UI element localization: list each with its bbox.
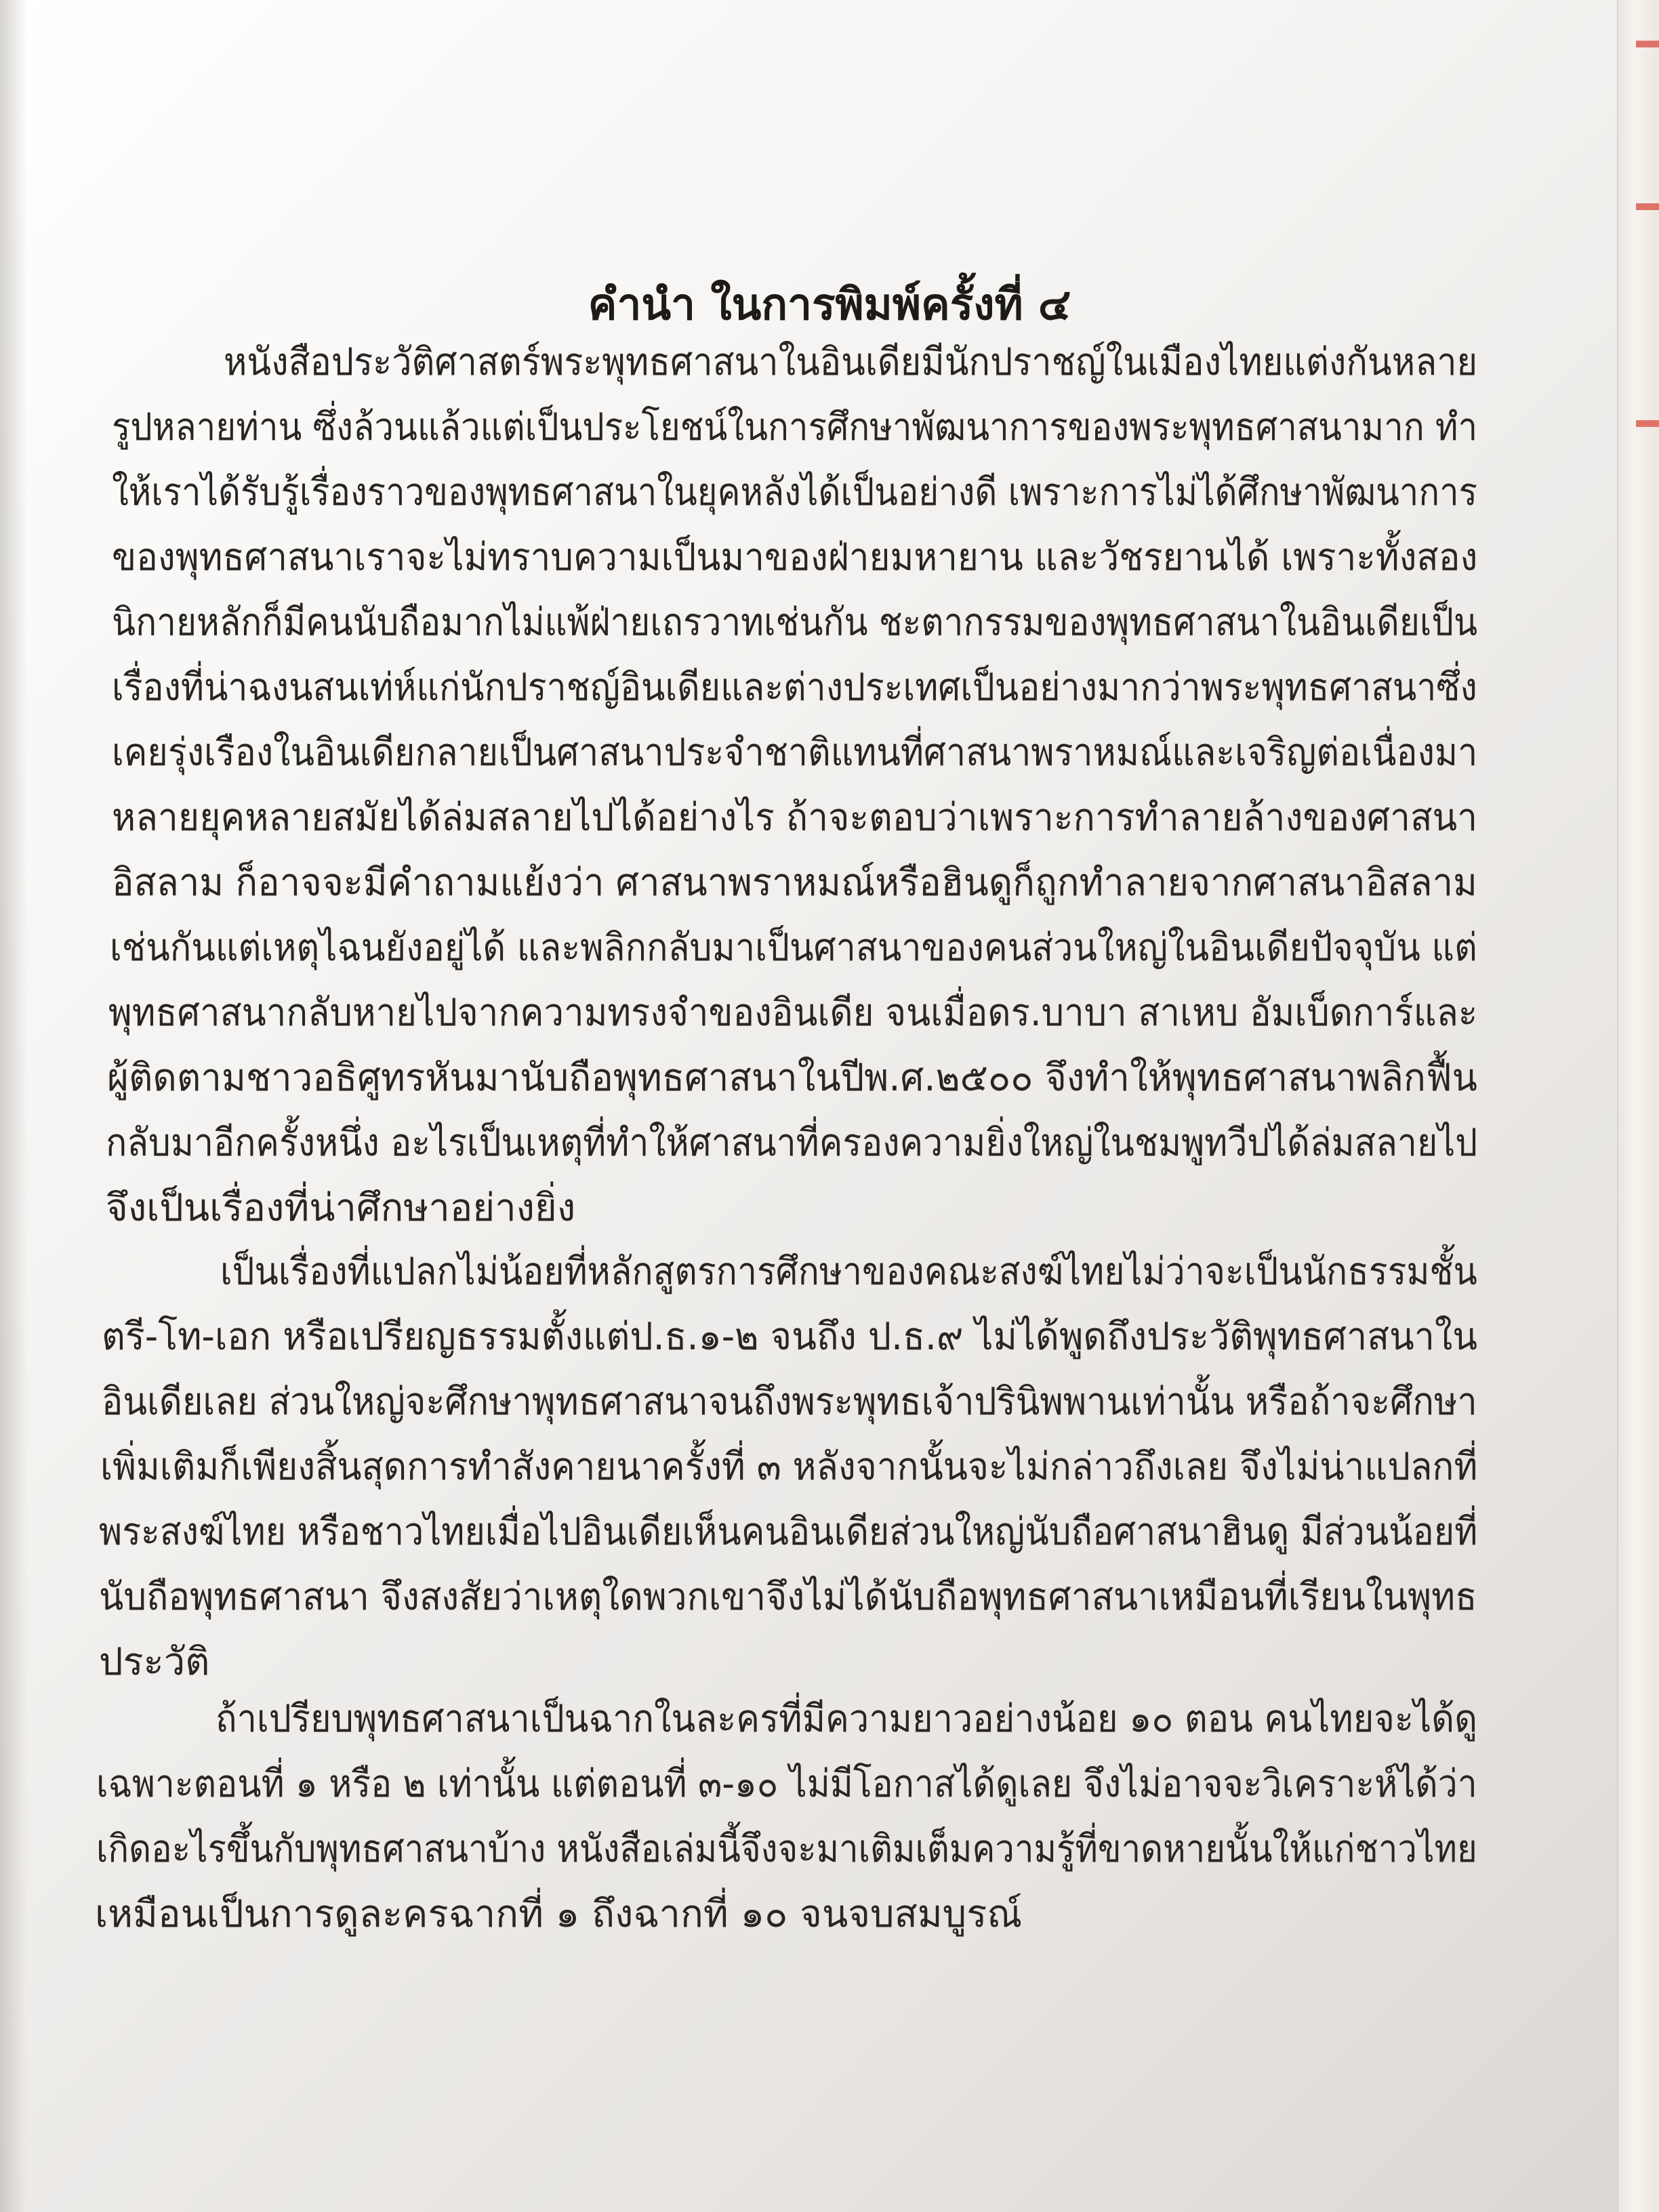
text-line: ผู้ติดตามชาวอธิศูทรหันมานับถือพุทธศาสนาในปีพ.ศ.๒๕๐๐ จึงทำให้พุทธศาสนาพลิกฟื้น bbox=[107, 1056, 1477, 1100]
text-line: ถ้าเปรียบพุทธศาสนาเป็นฉากในละครที่มีความยาวอย่างน้อย ๑๐ ตอน คนไทยจะได้ดู bbox=[216, 1697, 1478, 1741]
text-line: ประวัติ bbox=[99, 1640, 210, 1684]
text-line: พุทธศาสนากลับหายไปจากความทรงจำของอินเดีย จนเมื่อดร.บาบา สาเหบ อัมเบ็ดการ์และ bbox=[108, 991, 1478, 1035]
text-line: พระสงฆ์ไทย หรือชาวไทยเมื่อไปอินเดียเห็นคนอินเดียส่วนใหญ่นับถือศาสนาฮินดู มีส่วนน้อยที่ bbox=[99, 1510, 1478, 1554]
text-line: เฉพาะตอนที่ ๑ หรือ ๒ เท่านั้น แต่ตอนที่ ๓-๑๐ ไม่มีโอกาสได้ดูเลย จึงไม่อาจจะวิเคราะห์ได้ว่า bbox=[96, 1762, 1477, 1806]
text-line: หลายยุคหลายสมัยได้ล่มสลายไปได้อย่างไร ถ้าจะตอบว่าเพราะการทำลายล้างของศาสนา bbox=[112, 796, 1478, 840]
text-line: เรื่องที่น่าฉงนสนเท่ห์แก่นักปราชญ์อินเดียและต่างประเทศเป็นอย่างมากว่าพระพุทธศาสนาซึ่ง bbox=[112, 665, 1477, 710]
text-line: หนังสือประวัติศาสตร์พระพุทธศาสนาในอินเดียมีนักปราชญ์ในเมืองไทยแต่งกันหลาย bbox=[224, 340, 1478, 384]
text-line: เป็นเรื่องที่แปลกไม่น้อยที่หลักสูตรการศึกษาของคณะสงฆ์ไทยไม่ว่าจะเป็นนักธรรมชั้น bbox=[220, 1250, 1477, 1294]
text-line: กลับมาอีกครั้งหนึ่ง อะไรเป็นเหตุที่ทำให้ศาสนาที่ครองความยิ่งใหญ่ในชมพูทวีปได้ล่มสลายไป bbox=[106, 1121, 1478, 1165]
text-line: รูปหลายท่าน ซึ่งล้วนแล้วแต่เป็นประโยชน์ในการศึกษาพัฒนาการของพระพุทธศาสนามาก ทำ bbox=[112, 405, 1478, 449]
text-line: เกิดอะไรขึ้นกับพุทธศาสนาบ้าง หนังสือเล่มนี้จึงจะมาเติมเต็มความรู้ที่ขาดหายนั้นให้แก่ชาวไทย bbox=[96, 1827, 1477, 1871]
text-line: นับถือพุทธศาสนา จึงสงสัยว่าเหตุใดพวกเขาจึงไม่ได้นับถือพุทธศาสนาเหมือนที่เรียนในพุทธ bbox=[99, 1575, 1477, 1619]
text-line: เช่นกันแต่เหตุไฉนยังอยู่ได้ และพลิกกลับมาเป็นศาสนาของคนส่วนใหญ่ในอินเดียปัจจุบัน แต่ bbox=[110, 926, 1477, 970]
text-line: อินเดียเลย ส่วนใหญ่จะศึกษาพุทธศาสนาจนถึงพระพุทธเจ้าปรินิพพานเท่านั้น หรือถ้าจะศึกษา bbox=[102, 1380, 1477, 1424]
text-line: เพิ่มเติมก็เพียงสิ้นสุดการทำสังคายนาครั้งที่ ๓ หลังจากนั้นจะไม่กล่าวถึงเลย จึงไม่น่าแปลกที่ bbox=[100, 1445, 1478, 1489]
text-line: เหมือนเป็นการดูละครฉากที่ ๑ ถึงฉากที่ ๑๐ จนจบสมบูรณ์ bbox=[95, 1892, 1023, 1936]
text-line: เคยรุ่งเรืองในอินเดียกลายเป็นศาสนาประจำชาติแทนที่ศาสนาพราหมณ์และเจริญต่อเนื่องมา bbox=[112, 731, 1478, 775]
text-line: จึงเป็นเรื่องที่น่าศึกษาอย่างยิ่ง bbox=[106, 1186, 576, 1230]
text-line: ให้เราได้รับรู้เรื่องราวของพุทธศาสนาในยุคหลังได้เป็นอย่างดี เพราะการไม่ได้ศึกษาพัฒนาการ bbox=[112, 470, 1477, 514]
text-line: ตรี-โท-เอก หรือเปรียญธรรมตั้งแต่ป.ธ.๑-๒ จนถึง ป.ธ.๙ ไม่ได้พูดถึงประวัติพุทธศาสนาใน bbox=[102, 1315, 1478, 1359]
page-title: คำนำ ในการพิมพ์ครั้งที่ ๔ bbox=[588, 280, 1071, 330]
text-line: นิกายหลักก็มีคนนับถือมากไม่แพ้ฝ่ายเถรวาทเช่นกัน ชะตากรรมของพุทธศาสนาในอินเดียเป็น bbox=[112, 600, 1478, 644]
text-line: ของพุทธศาสนาเราจะไม่ทราบความเป็นมาของฝ่ายมหายาน และวัชรยานได้ เพราะทั้งสอง bbox=[112, 535, 1478, 579]
text-line: อิสลาม ก็อาจจะมีคำถามแย้งว่า ศาสนาพราหมณ์หรือฮินดูก็ถูกทำลายจากศาสนาอิสลาม bbox=[112, 861, 1477, 905]
